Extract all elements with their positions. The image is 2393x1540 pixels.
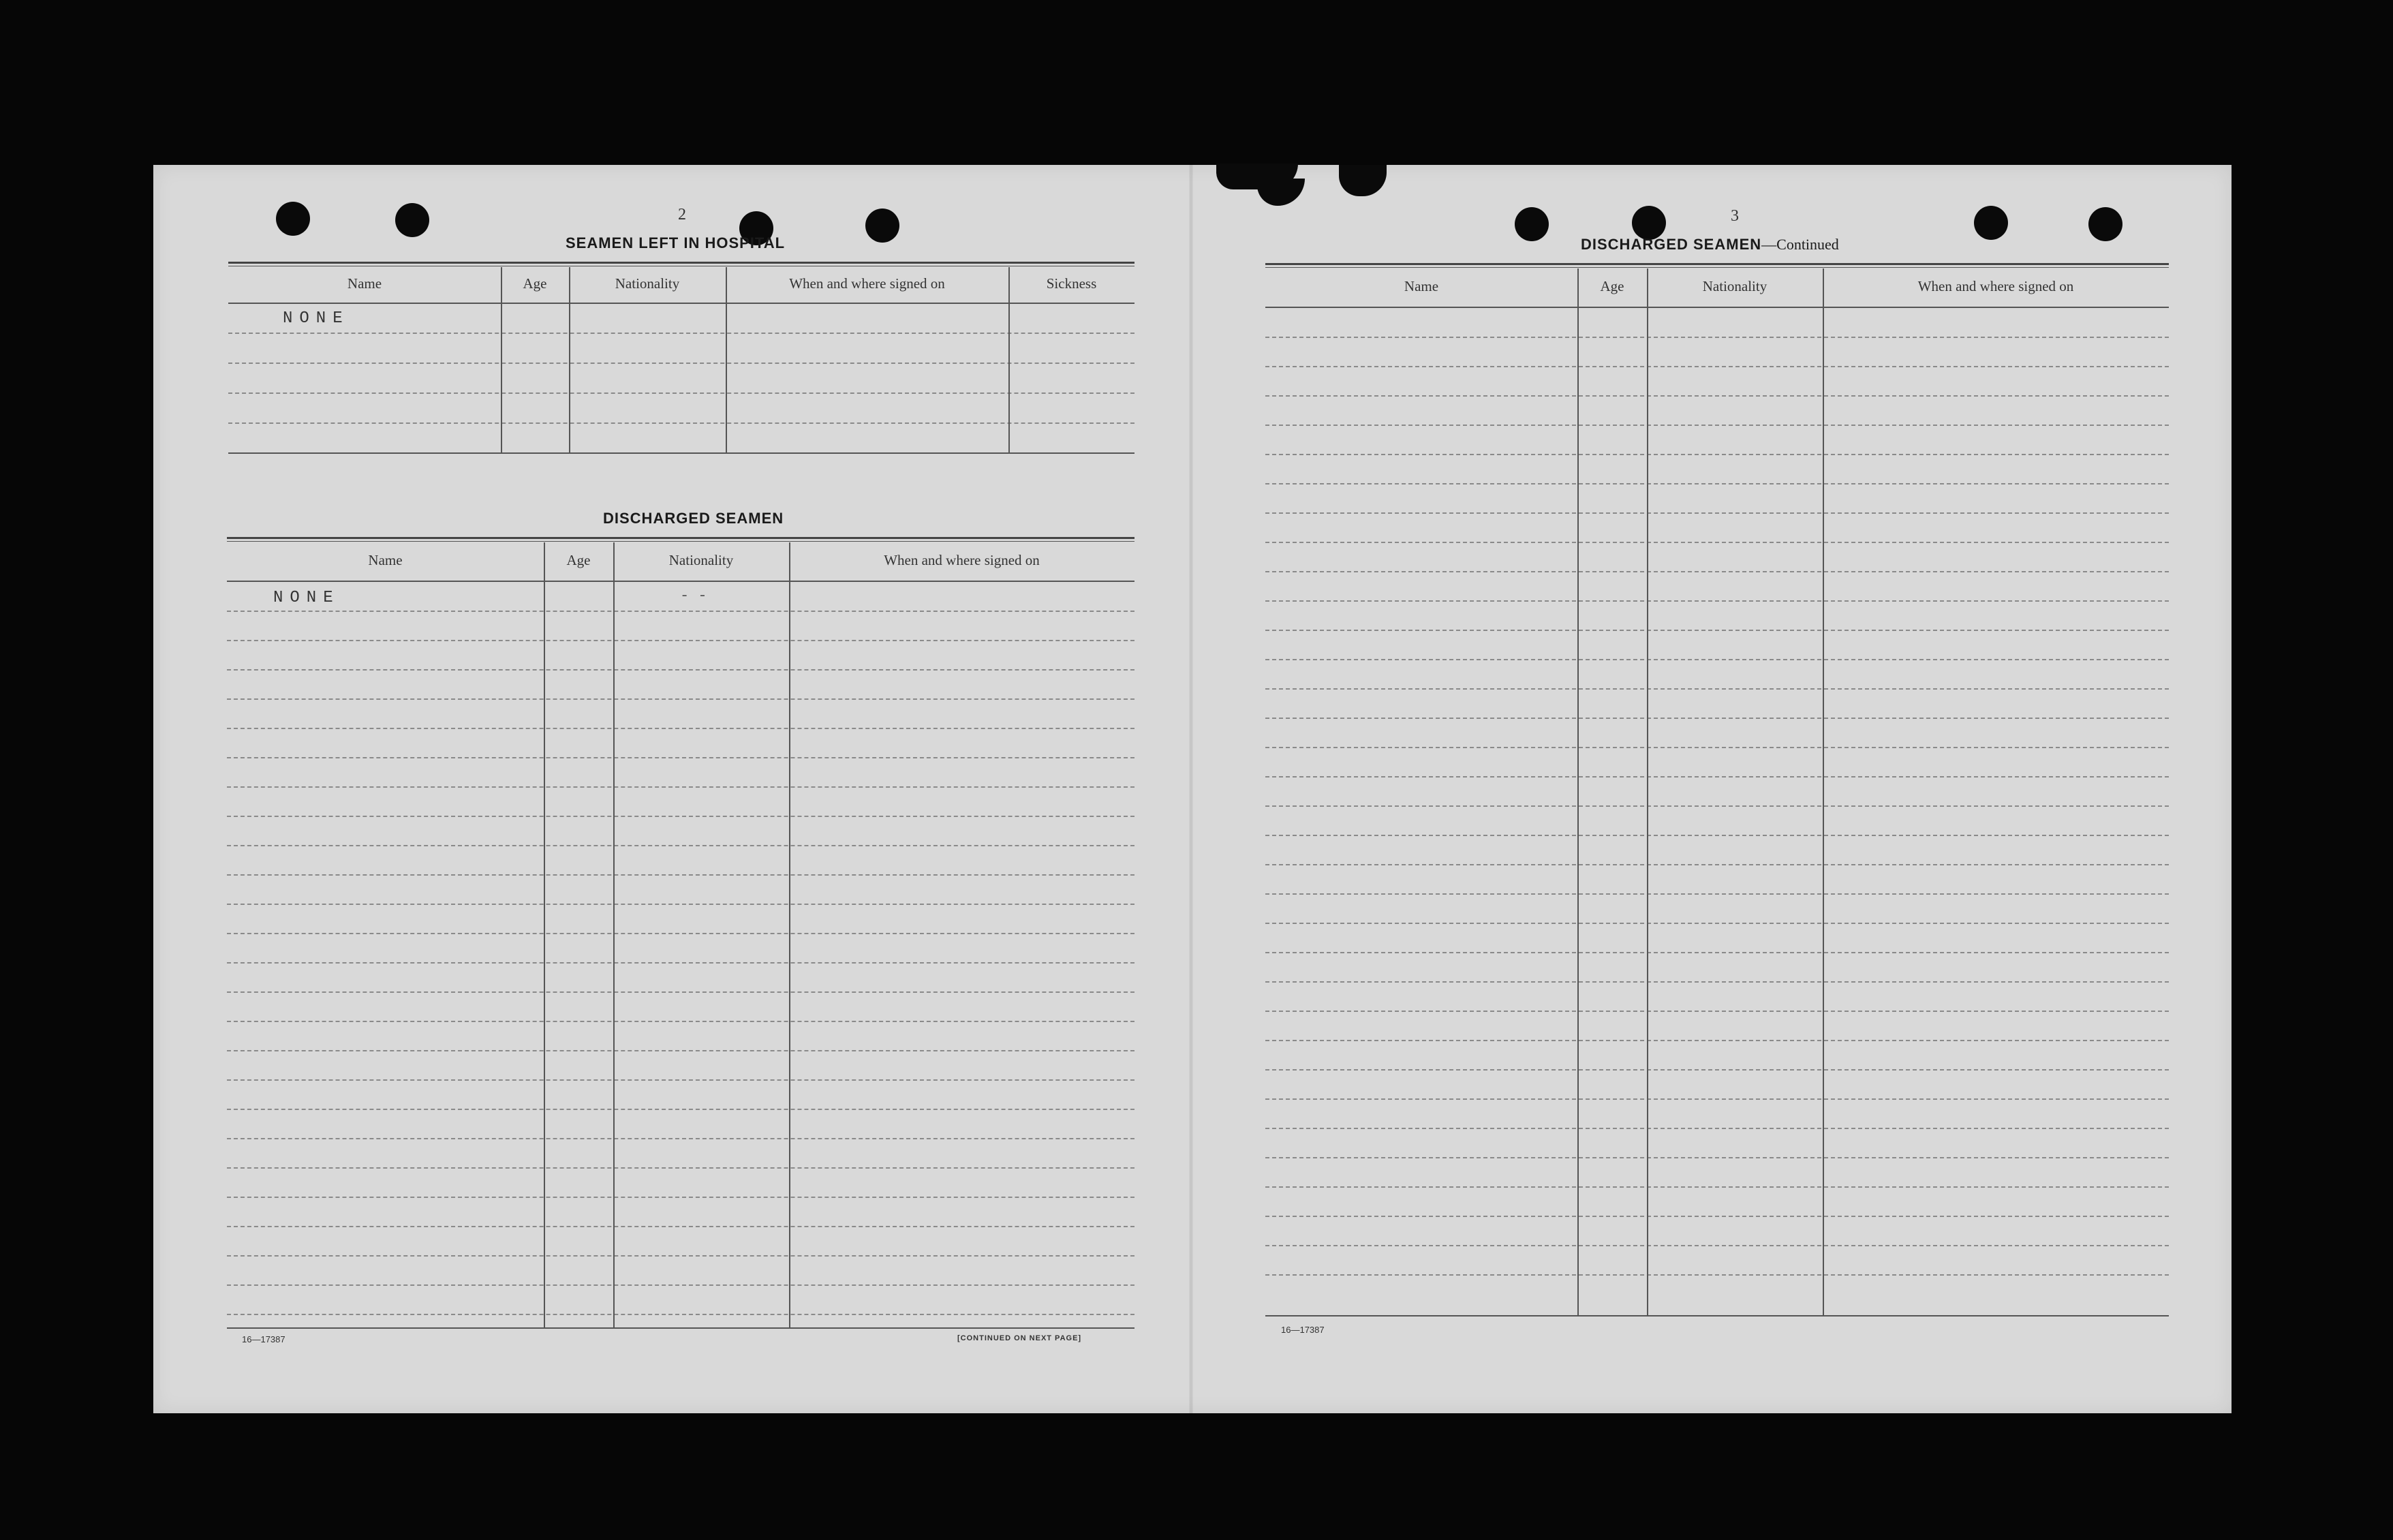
column-header: Name: [368, 552, 403, 568]
ruled-row-line: [227, 1197, 1134, 1198]
discharged-continued-title: [1581, 236, 1839, 253]
ruled-row-line: [1265, 1186, 2169, 1188]
ruled-row-line: [227, 1255, 1134, 1257]
column-header: When and where signed on: [789, 275, 945, 292]
ruled-row-line: [1265, 1245, 2169, 1246]
form-number-right: 16—17387: [1281, 1325, 1325, 1335]
ruled-row-line: [227, 904, 1134, 905]
ruled-row-line: [1265, 1274, 2169, 1276]
column-header: Nationality: [615, 275, 680, 292]
column-header: Nationality: [668, 552, 734, 568]
column-header: When and where signed on: [1917, 278, 2074, 294]
ruled-row-line: [1265, 395, 2169, 397]
ruled-row-line: [227, 1284, 1134, 1286]
ruled-row-line: [227, 1167, 1134, 1169]
ruled-row-line: [227, 698, 1134, 700]
ruled-row-line: [1265, 1128, 2169, 1129]
ruled-row-line: [227, 1314, 1134, 1315]
ruled-row-line: [1265, 688, 2169, 690]
ruled-row-line: [1265, 454, 2169, 455]
ruled-row-line: [227, 728, 1134, 729]
discharged-section-title: DISCHARGED SEAMEN: [603, 510, 784, 527]
ruled-row-line: [227, 1226, 1134, 1227]
ruled-row-line: [227, 640, 1134, 641]
ruled-row-line: [1265, 1098, 2169, 1100]
punch-hole: [1974, 206, 2008, 240]
ruled-row-line: [1265, 630, 2169, 631]
discharged-entry-nationality: - -: [680, 587, 707, 604]
ruled-row-line: [227, 786, 1134, 788]
ruled-row-line: [227, 845, 1134, 846]
form-number-left: 16—17387: [242, 1334, 285, 1344]
page-fold: [1189, 165, 1193, 1413]
ruled-row-line: [1265, 1216, 2169, 1217]
table-bottom-rule: [1265, 1315, 2169, 1316]
ruled-row-line: [227, 669, 1134, 671]
column-header: Sickness: [1046, 275, 1097, 292]
column-header: Age: [1600, 278, 1624, 294]
ruled-row-line: [1265, 425, 2169, 426]
punch-hole: [1515, 207, 1549, 241]
title-main: DISCHARGED SEAMEN: [1581, 236, 1762, 253]
hospital-section-title: SEAMEN LEFT IN HOSPITAL: [566, 234, 786, 251]
ruled-row-line: [1265, 659, 2169, 660]
ruled-row-line: [227, 1109, 1134, 1110]
punch-hole: [276, 202, 310, 236]
page-number-left: 2: [678, 206, 686, 224]
column-header: Name: [347, 275, 382, 292]
ruled-row-line: [1265, 776, 2169, 777]
ruled-row-line: [1265, 805, 2169, 807]
ruled-row-line: [227, 1079, 1134, 1081]
hospital-entry-name: NONE: [283, 309, 350, 328]
column-header: Age: [523, 275, 547, 292]
ruled-row-line: [227, 1050, 1134, 1051]
ruled-row-line: [1265, 1040, 2169, 1041]
column-header: Age: [566, 552, 591, 568]
ruled-row-line: [227, 874, 1134, 876]
ruled-row-line: [227, 611, 1134, 612]
ruled-row-line: [1265, 571, 2169, 572]
ruled-row-line: [1265, 542, 2169, 543]
ruled-row-line: [1265, 952, 2169, 953]
ruled-row-line: [1265, 893, 2169, 895]
ruled-row-line: [227, 991, 1134, 993]
ledger-sheet: [153, 165, 2232, 1413]
ruled-row-line: [1265, 1011, 2169, 1012]
ruled-row-line: [227, 1021, 1134, 1022]
ruled-row-line: [1265, 366, 2169, 367]
ruled-row-line: [227, 962, 1134, 964]
punch-hole: [1632, 206, 1666, 240]
discharged-table-right: [1265, 263, 2169, 1316]
ruled-row-line: [227, 757, 1134, 758]
column-header: Name: [1404, 278, 1439, 294]
ruled-row-line: [1265, 1069, 2169, 1071]
ruled-row-line: [1265, 600, 2169, 602]
continued-note: [CONTINUED ON NEXT PAGE]: [957, 1334, 1082, 1342]
ruled-row-line: [1265, 483, 2169, 484]
punch-hole: [2088, 207, 2122, 241]
ruled-row-line: [1265, 512, 2169, 514]
ruled-row-line: [227, 1138, 1134, 1139]
punch-hole: [395, 203, 429, 237]
punch-hole: [865, 209, 899, 243]
ruled-row-line: [1265, 1157, 2169, 1158]
page-number-right: 3: [1731, 207, 1739, 225]
column-header: When and where signed on: [884, 552, 1040, 568]
ruled-row-line: [1265, 864, 2169, 865]
torn-edge: [1339, 165, 1387, 196]
discharged-table-left: [227, 537, 1134, 1329]
ruled-row-line: [1265, 747, 2169, 748]
column-header: Nationality: [1702, 278, 1767, 294]
discharged-entry-name: NONE: [273, 589, 340, 607]
ruled-row-line: [1265, 337, 2169, 338]
ruled-row-line: [1265, 835, 2169, 836]
ruled-row-line: [1265, 923, 2169, 924]
ruled-row-line: [1265, 981, 2169, 983]
ruled-row-line: [227, 816, 1134, 817]
title-continued: —Continued: [1761, 236, 1839, 253]
torn-edge: [1257, 179, 1305, 206]
hospital-table: [228, 262, 1134, 454]
ruled-row-line: [1265, 718, 2169, 719]
table-bottom-rule: [227, 1327, 1134, 1329]
ruled-row-line: [227, 933, 1134, 934]
